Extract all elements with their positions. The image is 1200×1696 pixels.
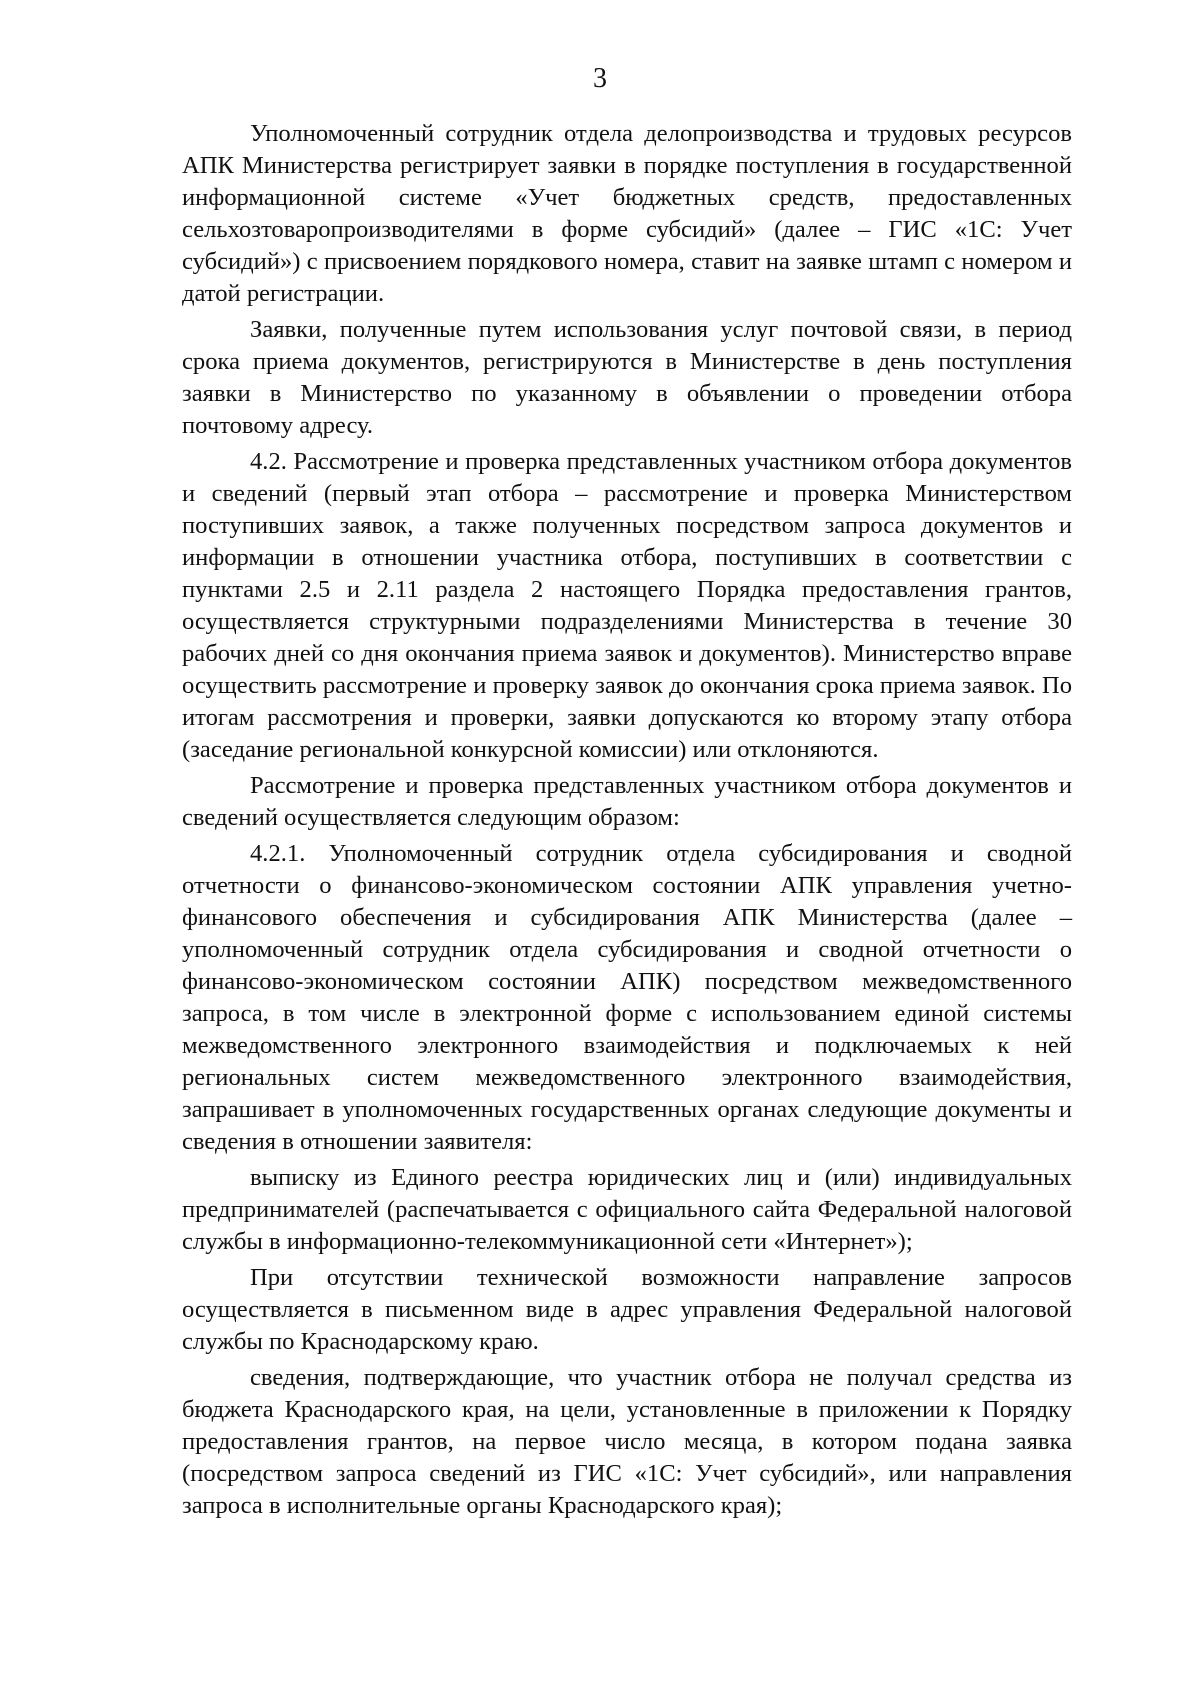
paragraph-section-4-2-1: 4.2.1. Уполномоченный сотрудник отдела субсидирования и сводной отчетности о финансово-экономическом состоянии АПК управления учетно-финансового обеспечения и субсидирования АПК Министерства (далее –уполномоченный сотрудник отдела субсидирования и сводной отчетности о финансово-экономическом состоянии АПК) посредством межведомственного запроса, в том числе в электронной форме с использованием единой системы межведомственного электронного взаимодействия и подключаемых к ней региональных систем межведомственного электронного взаимодействия, запрашивает в уполномоченных государственных органах следующие документы и сведения в отношении заявителя: <box>182 840 1072 1155</box>
paragraph-budget-funds-info: сведения, подтверждающие, что участник отбора не получал средства из бюджета Краснодарского края, на цели, установленные в приложении к Порядку предоставления грантов, на первое число месяца, в котором подана заявка (посредством запроса сведений из ГИС «1С: Учет субсидий», или направления запроса в исполнительные органы Краснодарского края); <box>182 1364 1072 1519</box>
document-body <box>182 118 1072 1526</box>
paragraph-review-procedure: Рассмотрение и проверка представленных участником отбора документов и сведений осуществляется следующим образом: <box>182 772 1072 831</box>
paragraph-registry-extract: выписку из Единого реестра юридических лиц и (или) индивидуальных предпринимателей (распечатывается с официального сайта Федеральной налоговой службы в информационно-телекоммуникационной сети «Интернет»); <box>182 1164 1072 1255</box>
page-number: 3 <box>593 63 607 94</box>
paragraph-postal-applications: Заявки, полученные путем использования услуг почтовой связи, в период срока приема документов, регистрируются в Министерстве в день поступления заявки в Министерство по указанному в объявлении о проведении отбора почтовому адресу. <box>182 316 1072 439</box>
paragraph-section-4-2: 4.2. Рассмотрение и проверка представленных участником отбора документов и сведений (первый этап отбора – рассмотрение и проверка Министерством поступивших заявок, а также полученных посредством запроса документов и информации в отношении участника отбора, поступивших в соответствии с пунктами 2.5 и 2.11 раздела 2 настоящего Порядка предоставления грантов, осуществляется структурными подразделениями Министерства в течение 30 рабочих дней со дня окончания приема заявок и документов). Министерство вправе осуществить рассмотрение и проверку заявок до окончания срока приема заявок. По итогам рассмотрения и проверки, заявки допускаются ко второму этапу отбора (заседание региональной конкурсной комиссии) или отклоняются. <box>182 448 1072 763</box>
paragraph-registration: Уполномоченный сотрудник отдела делопроизводства и трудовых ресурсов АПК Министерства регистрирует заявки в порядке поступления в государственной информационной системе «Учет бюджетных средств, предоставленных сельхозтоваропроизводителями в форме субсидий» (далее – ГИС «1С: Учет субсидий») с присвоением порядкового номера, ставит на заявке штамп с номером и датой регистрации. <box>182 120 1072 307</box>
paragraph-written-requests: При отсутствии технической возможности направление запросов осуществляется в письменном виде в адрес управления Федеральной налоговой службы по Краснодарскому краю. <box>182 1264 1072 1355</box>
